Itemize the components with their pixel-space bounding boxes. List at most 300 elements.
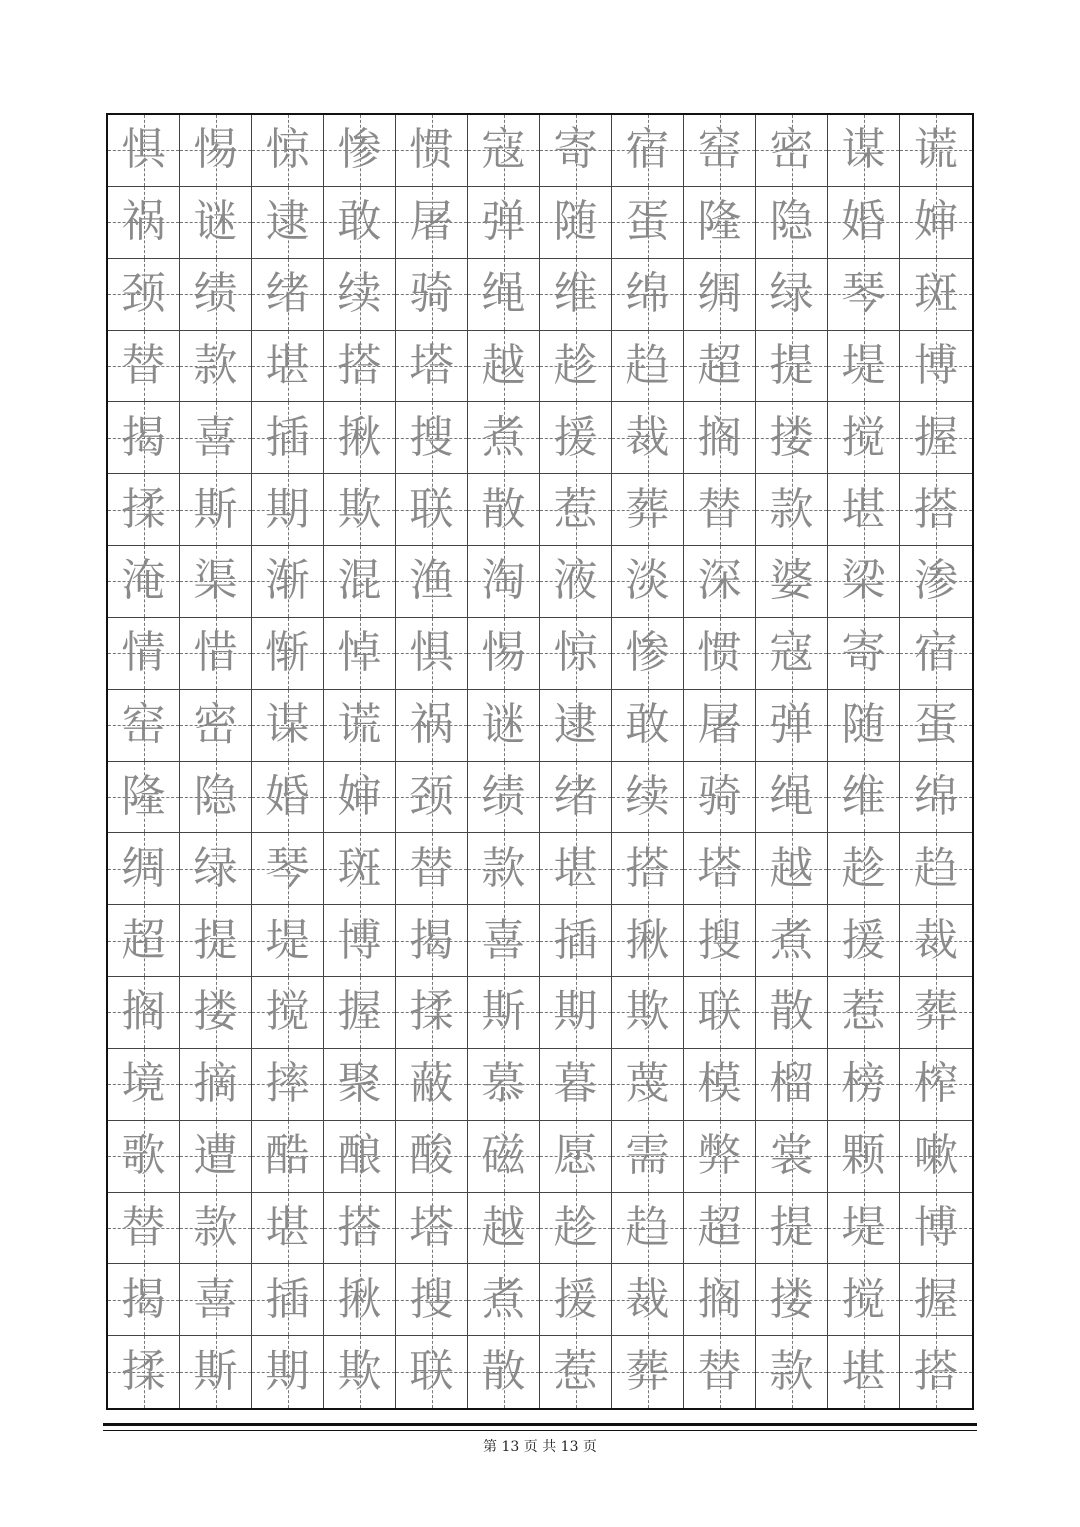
practice-character: 裁 bbox=[625, 411, 670, 463]
practice-character: 堪 bbox=[265, 1201, 310, 1253]
practice-character: 搭 bbox=[625, 842, 670, 894]
practice-character: 超 bbox=[121, 914, 166, 966]
grid-cell bbox=[684, 1049, 756, 1121]
practice-character: 款 bbox=[769, 483, 814, 535]
grid-cell bbox=[828, 1121, 900, 1193]
grid-cell bbox=[900, 259, 972, 331]
grid-cell bbox=[828, 1264, 900, 1336]
practice-character: 绸 bbox=[697, 268, 742, 320]
practice-character: 隐 bbox=[193, 770, 238, 822]
practice-character: 惯 bbox=[697, 627, 742, 679]
grid-cell bbox=[828, 115, 900, 187]
grid-cell bbox=[108, 618, 180, 690]
practice-character: 替 bbox=[121, 1201, 166, 1253]
practice-character: 搂 bbox=[769, 411, 814, 463]
grid-cell bbox=[108, 762, 180, 834]
practice-character: 堪 bbox=[553, 842, 598, 894]
practice-character: 趁 bbox=[841, 842, 886, 894]
practice-character: 替 bbox=[697, 1346, 742, 1398]
grid-cell bbox=[468, 331, 540, 403]
grid-cell bbox=[396, 331, 468, 403]
practice-character: 敢 bbox=[337, 196, 382, 248]
grid-cell bbox=[252, 1193, 324, 1265]
practice-character: 博 bbox=[914, 339, 958, 391]
practice-character: 搭 bbox=[337, 339, 382, 391]
practice-character: 蔽 bbox=[409, 1058, 454, 1110]
grid-cell bbox=[828, 762, 900, 834]
practice-character: 超 bbox=[697, 1201, 742, 1253]
practice-character: 绳 bbox=[769, 770, 814, 822]
grid-cell bbox=[756, 1336, 828, 1408]
grid-cell bbox=[900, 1049, 972, 1121]
practice-character: 寇 bbox=[769, 627, 814, 679]
grid-cell bbox=[108, 1049, 180, 1121]
grid-cell bbox=[684, 1336, 756, 1408]
grid-cell bbox=[252, 618, 324, 690]
practice-character: 情 bbox=[121, 627, 166, 679]
practice-character: 款 bbox=[193, 1201, 238, 1253]
practice-character: 淡 bbox=[625, 555, 670, 607]
practice-character: 惭 bbox=[265, 627, 310, 679]
grid-cell bbox=[612, 187, 684, 259]
practice-character: 渗 bbox=[914, 555, 958, 607]
practice-character: 提 bbox=[769, 1201, 814, 1253]
grid-cell bbox=[612, 905, 684, 977]
grid-cell bbox=[468, 977, 540, 1049]
grid-cell bbox=[468, 833, 540, 905]
grid-cell bbox=[756, 905, 828, 977]
practice-character: 惕 bbox=[193, 124, 238, 176]
grid-cell bbox=[108, 402, 180, 474]
grid-cell bbox=[612, 402, 684, 474]
grid-cell bbox=[396, 115, 468, 187]
practice-character: 煮 bbox=[481, 1273, 526, 1325]
grid-cell bbox=[108, 905, 180, 977]
practice-character: 搅 bbox=[841, 1273, 886, 1325]
practice-character: 榨 bbox=[914, 1058, 958, 1110]
grid-cell bbox=[756, 618, 828, 690]
grid-cell bbox=[252, 474, 324, 546]
practice-character: 欺 bbox=[337, 1346, 382, 1398]
practice-character: 堪 bbox=[265, 339, 310, 391]
grid-cell bbox=[684, 474, 756, 546]
practice-character: 寄 bbox=[841, 627, 886, 679]
grid-cell bbox=[612, 1336, 684, 1408]
grid-cell bbox=[396, 1264, 468, 1336]
practice-character: 隆 bbox=[121, 770, 166, 822]
practice-character: 弹 bbox=[769, 699, 814, 751]
grid-cell bbox=[828, 905, 900, 977]
grid-cell bbox=[396, 905, 468, 977]
practice-character: 欺 bbox=[337, 483, 382, 535]
grid-cell bbox=[108, 331, 180, 403]
grid-cell bbox=[396, 402, 468, 474]
practice-character: 磁 bbox=[481, 1130, 526, 1182]
grid-cell bbox=[396, 618, 468, 690]
practice-character: 替 bbox=[697, 483, 742, 535]
grid-cell bbox=[540, 1049, 612, 1121]
practice-character: 绿 bbox=[769, 268, 814, 320]
practice-character: 联 bbox=[409, 483, 454, 535]
grid-cell bbox=[324, 833, 396, 905]
grid-cell bbox=[180, 115, 252, 187]
grid-cell bbox=[684, 762, 756, 834]
practice-character: 插 bbox=[265, 411, 310, 463]
practice-character: 蛋 bbox=[625, 196, 670, 248]
practice-character: 婚 bbox=[841, 196, 886, 248]
grid-cell bbox=[612, 618, 684, 690]
practice-character: 蛋 bbox=[914, 699, 958, 751]
grid-cell bbox=[900, 187, 972, 259]
practice-character: 续 bbox=[337, 268, 382, 320]
grid-cell bbox=[324, 1336, 396, 1408]
practice-character: 斑 bbox=[914, 268, 958, 320]
grid-cell bbox=[756, 546, 828, 618]
practice-character: 搜 bbox=[409, 411, 454, 463]
grid-cell bbox=[180, 833, 252, 905]
grid-cell bbox=[756, 977, 828, 1049]
grid-cell bbox=[900, 905, 972, 977]
grid-cell bbox=[540, 905, 612, 977]
grid-cell bbox=[180, 1264, 252, 1336]
practice-character: 搜 bbox=[697, 914, 742, 966]
practice-character: 谎 bbox=[337, 699, 382, 751]
practice-character: 榴 bbox=[769, 1058, 814, 1110]
practice-character: 散 bbox=[481, 483, 526, 535]
practice-character: 握 bbox=[914, 1273, 958, 1325]
grid-cell bbox=[684, 187, 756, 259]
footer-rule-thin bbox=[103, 1430, 977, 1431]
grid-cell bbox=[756, 1049, 828, 1121]
grid-cell bbox=[396, 690, 468, 762]
grid-cell bbox=[108, 546, 180, 618]
grid-cell bbox=[540, 618, 612, 690]
grid-cell bbox=[828, 618, 900, 690]
grid-cell bbox=[252, 1121, 324, 1193]
grid-cell bbox=[324, 1049, 396, 1121]
practice-character: 堪 bbox=[841, 1346, 886, 1398]
practice-character: 博 bbox=[914, 1201, 958, 1253]
grid-cell bbox=[684, 977, 756, 1049]
practice-character: 摔 bbox=[265, 1058, 310, 1110]
practice-character: 淘 bbox=[481, 555, 526, 607]
practice-character: 趋 bbox=[914, 842, 958, 894]
grid-cell bbox=[396, 1049, 468, 1121]
grid-cell bbox=[324, 905, 396, 977]
grid-cell bbox=[180, 187, 252, 259]
practice-character: 惧 bbox=[121, 124, 166, 176]
practice-character: 颗 bbox=[841, 1130, 886, 1182]
practice-character: 谎 bbox=[914, 124, 958, 176]
practice-character: 超 bbox=[697, 339, 742, 391]
practice-character: 惧 bbox=[409, 627, 454, 679]
practice-character: 绪 bbox=[265, 268, 310, 320]
practice-character: 寇 bbox=[481, 124, 526, 176]
practice-character: 握 bbox=[337, 986, 382, 1038]
practice-character: 裁 bbox=[914, 914, 958, 966]
practice-character: 维 bbox=[841, 770, 886, 822]
practice-character: 梁 bbox=[841, 555, 886, 607]
practice-character: 绿 bbox=[193, 842, 238, 894]
practice-character: 援 bbox=[841, 914, 886, 966]
grid-cell bbox=[612, 1049, 684, 1121]
grid-cell bbox=[252, 331, 324, 403]
grid-cell bbox=[900, 1336, 972, 1408]
practice-character: 窑 bbox=[697, 124, 742, 176]
grid-cell bbox=[540, 1264, 612, 1336]
practice-character: 堤 bbox=[841, 339, 886, 391]
grid-cell bbox=[756, 474, 828, 546]
practice-character: 琴 bbox=[265, 842, 310, 894]
grid-cell bbox=[612, 331, 684, 403]
practice-character: 款 bbox=[769, 1346, 814, 1398]
grid-cell bbox=[612, 259, 684, 331]
practice-character: 博 bbox=[337, 914, 382, 966]
practice-character: 宿 bbox=[914, 627, 958, 679]
practice-character: 绵 bbox=[914, 770, 958, 822]
grid-cell bbox=[756, 187, 828, 259]
grid-cell bbox=[108, 474, 180, 546]
practice-character: 深 bbox=[697, 555, 742, 607]
practice-character: 歌 bbox=[121, 1130, 166, 1182]
practice-character: 款 bbox=[481, 842, 526, 894]
grid-cell bbox=[828, 1193, 900, 1265]
grid-cell bbox=[396, 1121, 468, 1193]
grid-cell bbox=[612, 546, 684, 618]
practice-character: 替 bbox=[121, 339, 166, 391]
grid-cell bbox=[900, 474, 972, 546]
practice-character: 揪 bbox=[337, 411, 382, 463]
practice-character: 境 bbox=[121, 1058, 166, 1110]
practice-character: 裳 bbox=[769, 1130, 814, 1182]
grid-cell bbox=[828, 546, 900, 618]
practice-character: 密 bbox=[769, 124, 814, 176]
grid-cell bbox=[324, 402, 396, 474]
grid-cell bbox=[828, 474, 900, 546]
grid-cell bbox=[684, 546, 756, 618]
grid-cell bbox=[756, 690, 828, 762]
grid-cell bbox=[612, 977, 684, 1049]
practice-character: 趋 bbox=[625, 1201, 670, 1253]
grid-cell bbox=[684, 1193, 756, 1265]
grid-cell bbox=[684, 690, 756, 762]
practice-character: 随 bbox=[553, 196, 598, 248]
grid-cell bbox=[540, 762, 612, 834]
practice-character: 嗽 bbox=[914, 1130, 958, 1182]
practice-character: 趁 bbox=[553, 1201, 598, 1253]
practice-character: 弊 bbox=[697, 1130, 742, 1182]
practice-character: 揉 bbox=[121, 483, 166, 535]
practice-character: 颈 bbox=[409, 770, 454, 822]
practice-character: 谜 bbox=[481, 699, 526, 751]
grid-cell bbox=[468, 690, 540, 762]
practice-character: 替 bbox=[409, 842, 454, 894]
practice-character: 惹 bbox=[553, 483, 598, 535]
grid-cell bbox=[108, 187, 180, 259]
character-grid bbox=[106, 113, 974, 1410]
practice-character: 颈 bbox=[121, 268, 166, 320]
practice-character: 搁 bbox=[697, 411, 742, 463]
practice-character: 喜 bbox=[193, 1273, 238, 1325]
practice-character: 提 bbox=[193, 914, 238, 966]
practice-character: 提 bbox=[769, 339, 814, 391]
grid-cell bbox=[108, 115, 180, 187]
grid-cell bbox=[540, 259, 612, 331]
practice-character: 斯 bbox=[193, 1346, 238, 1398]
grid-cell bbox=[468, 1264, 540, 1336]
practice-character: 搭 bbox=[914, 1346, 958, 1398]
practice-character: 祸 bbox=[409, 699, 454, 751]
grid-cell bbox=[900, 402, 972, 474]
grid-cell bbox=[252, 833, 324, 905]
footer-rule-thick bbox=[103, 1423, 977, 1426]
grid-cell bbox=[540, 546, 612, 618]
grid-cell bbox=[324, 1121, 396, 1193]
practice-character: 搅 bbox=[265, 986, 310, 1038]
grid-cell bbox=[684, 1264, 756, 1336]
grid-cell bbox=[612, 762, 684, 834]
practice-character: 酸 bbox=[409, 1130, 454, 1182]
practice-character: 聚 bbox=[337, 1058, 382, 1110]
grid-cell bbox=[684, 905, 756, 977]
practice-character: 绩 bbox=[481, 770, 526, 822]
grid-cell bbox=[540, 402, 612, 474]
grid-cell bbox=[900, 690, 972, 762]
grid-cell bbox=[324, 331, 396, 403]
grid-cell bbox=[108, 1264, 180, 1336]
grid-cell bbox=[684, 402, 756, 474]
practice-character: 蔑 bbox=[625, 1058, 670, 1110]
practice-character: 绵 bbox=[625, 268, 670, 320]
practice-character: 屠 bbox=[697, 699, 742, 751]
page-number: 第 13 页 共 13 页 bbox=[483, 1439, 597, 1455]
grid-cell bbox=[468, 474, 540, 546]
practice-character: 模 bbox=[697, 1058, 742, 1110]
practice-character: 琴 bbox=[841, 268, 886, 320]
practice-character: 惕 bbox=[481, 627, 526, 679]
practice-character: 摘 bbox=[193, 1058, 238, 1110]
grid-cell bbox=[180, 905, 252, 977]
practice-character: 密 bbox=[193, 699, 238, 751]
practice-character: 隆 bbox=[697, 196, 742, 248]
grid-cell bbox=[828, 187, 900, 259]
grid-cell bbox=[252, 762, 324, 834]
grid-cell bbox=[252, 402, 324, 474]
practice-character: 需 bbox=[625, 1130, 670, 1182]
grid-cell bbox=[828, 1336, 900, 1408]
practice-character: 越 bbox=[769, 842, 814, 894]
grid-cell bbox=[756, 1264, 828, 1336]
grid-cell bbox=[828, 833, 900, 905]
grid-cell bbox=[180, 1121, 252, 1193]
practice-character: 喜 bbox=[193, 411, 238, 463]
grid-cell bbox=[180, 259, 252, 331]
practice-character: 搜 bbox=[409, 1273, 454, 1325]
practice-character: 谜 bbox=[193, 196, 238, 248]
practice-character: 揉 bbox=[121, 1346, 166, 1398]
practice-character: 敢 bbox=[625, 699, 670, 751]
practice-character: 堤 bbox=[265, 914, 310, 966]
practice-character: 祸 bbox=[121, 196, 166, 248]
grid-cell bbox=[612, 1121, 684, 1193]
grid-cell bbox=[180, 618, 252, 690]
grid-cell bbox=[756, 762, 828, 834]
grid-cell bbox=[108, 1336, 180, 1408]
grid-cell bbox=[396, 762, 468, 834]
practice-character: 渠 bbox=[193, 555, 238, 607]
practice-character: 搭 bbox=[914, 483, 958, 535]
grid-cell bbox=[900, 1193, 972, 1265]
grid-cell bbox=[180, 1193, 252, 1265]
practice-character: 葬 bbox=[625, 483, 670, 535]
grid-cell bbox=[108, 259, 180, 331]
practice-character: 隐 bbox=[769, 196, 814, 248]
grid-cell bbox=[468, 115, 540, 187]
grid-cell bbox=[540, 474, 612, 546]
grid-cell bbox=[828, 977, 900, 1049]
practice-character: 逮 bbox=[553, 699, 598, 751]
grid-cell bbox=[684, 833, 756, 905]
grid-cell bbox=[468, 618, 540, 690]
practice-character: 骑 bbox=[409, 268, 454, 320]
practice-character: 谋 bbox=[841, 124, 886, 176]
grid-cell bbox=[612, 1193, 684, 1265]
grid-cell bbox=[540, 1336, 612, 1408]
grid-cell bbox=[612, 690, 684, 762]
grid-cell bbox=[252, 546, 324, 618]
practice-character: 渔 bbox=[409, 555, 454, 607]
practice-character: 联 bbox=[409, 1346, 454, 1398]
grid-cell bbox=[396, 1193, 468, 1265]
grid-cell bbox=[324, 977, 396, 1049]
practice-character: 婆 bbox=[769, 555, 814, 607]
grid-cell bbox=[540, 331, 612, 403]
practice-character: 散 bbox=[481, 1346, 526, 1398]
grid-cell bbox=[324, 618, 396, 690]
practice-character: 惹 bbox=[553, 1346, 598, 1398]
grid-cell bbox=[900, 546, 972, 618]
grid-cell bbox=[324, 115, 396, 187]
grid-cell bbox=[900, 833, 972, 905]
grid-cell bbox=[396, 1336, 468, 1408]
practice-character: 煮 bbox=[481, 411, 526, 463]
practice-character: 酷 bbox=[265, 1130, 310, 1182]
practice-character: 越 bbox=[481, 1201, 526, 1253]
grid-cell bbox=[324, 1193, 396, 1265]
practice-character: 搂 bbox=[769, 1273, 814, 1325]
grid-cell bbox=[828, 1049, 900, 1121]
grid-cell bbox=[396, 546, 468, 618]
grid-cell bbox=[324, 546, 396, 618]
practice-character: 握 bbox=[914, 411, 958, 463]
grid-cell bbox=[108, 977, 180, 1049]
practice-character: 惹 bbox=[841, 986, 886, 1038]
grid-cell bbox=[252, 1264, 324, 1336]
grid-cell bbox=[756, 833, 828, 905]
grid-cell bbox=[468, 1193, 540, 1265]
grid-cell bbox=[180, 546, 252, 618]
practice-character: 惨 bbox=[337, 124, 382, 176]
practice-character: 煮 bbox=[769, 914, 814, 966]
practice-character: 随 bbox=[841, 699, 886, 751]
practice-character: 揭 bbox=[121, 1273, 166, 1325]
grid-cell bbox=[252, 977, 324, 1049]
practice-character: 维 bbox=[553, 268, 598, 320]
grid-cell bbox=[540, 690, 612, 762]
practice-character: 逮 bbox=[265, 196, 310, 248]
practice-character: 斯 bbox=[481, 986, 526, 1038]
grid-cell bbox=[396, 187, 468, 259]
